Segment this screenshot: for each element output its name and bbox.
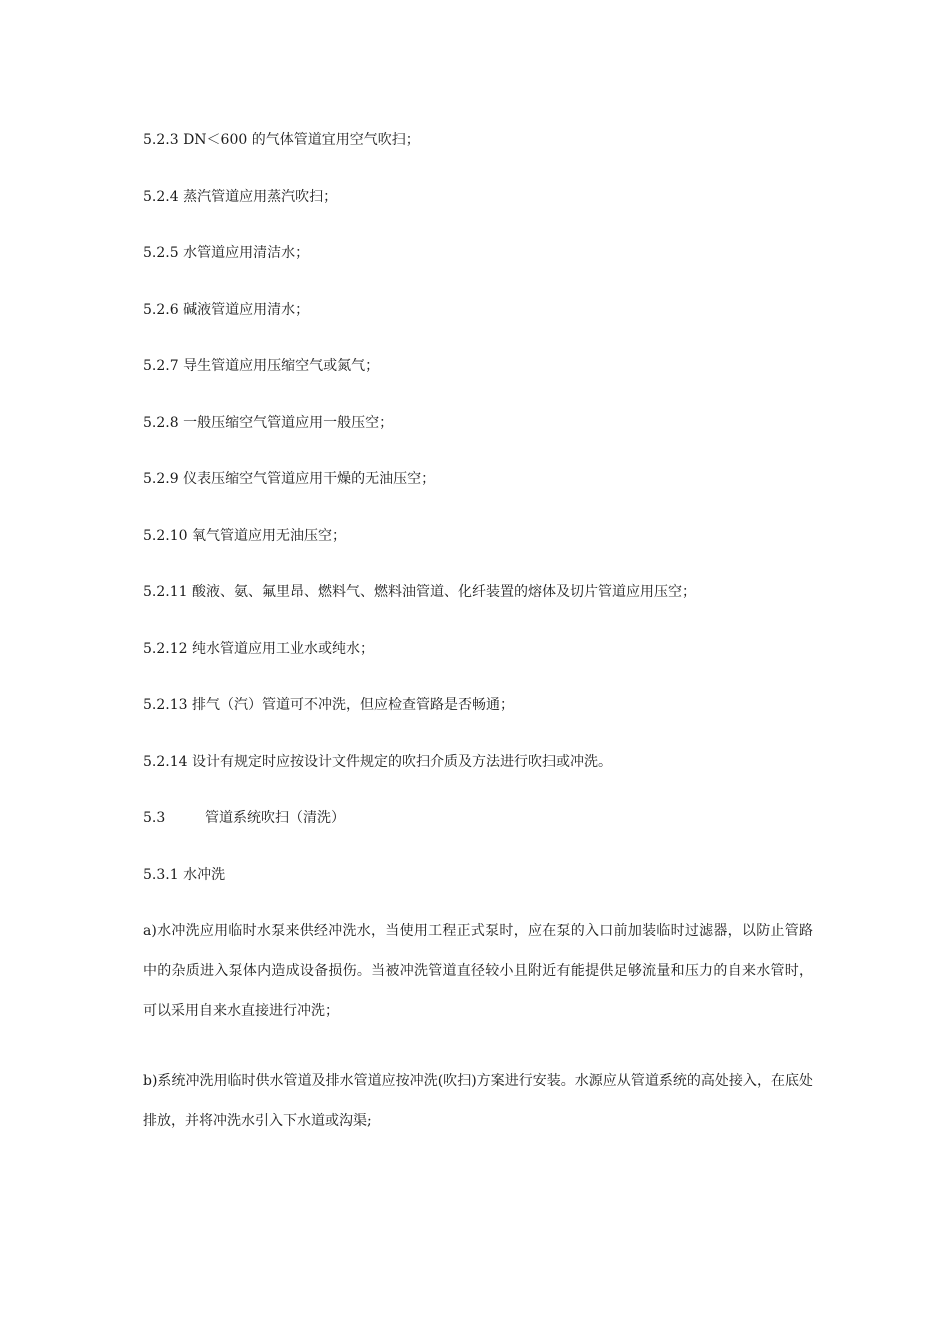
section-title: 管道系统吹扫（清洗）: [205, 810, 345, 826]
paragraph-b: b)系统冲洗用临时供水管道及排水管道应按冲洗(吹扫)方案进行安装。水源应从管道系统的高处接入，在底处排放，并将冲洗水引入下水道或沟渠;: [143, 1073, 813, 1129]
clause-5-2-14: 5.2.14 设计有规定时应按设计文件规定的吹扫介质及方法进行吹扫或冲洗。: [143, 754, 612, 770]
clause-5-2-10: 5.2.10 氧气管道应用无油压空；: [143, 528, 346, 544]
section-number: 5.3: [143, 810, 166, 826]
clause-5-2-4: 5.2.4 蒸汽管道应用蒸汽吹扫；: [143, 189, 338, 205]
paragraph-a: a)水冲洗应用临时水泵来供经冲洗水，当使用工程正式泵时，应在泵的入口前加装临时过滤器，以防止管路中的杂质进入泵体内造成设备损伤。当被冲洗管道直径较小且附近有能提供足够流量和压力的自来水管时，可以采用自来水直接进行冲洗；: [143, 923, 813, 1019]
clause-5-2-6: 5.2.6 碱液管道应用清水；: [143, 302, 310, 318]
clause-5-2-8: 5.2.8 一般压缩空气管道应用一般压空；: [143, 415, 394, 431]
clause-5-2-9: 5.2.9 仪表压缩空气管道应用干燥的无油压空；: [143, 471, 436, 487]
clause-5-2-11: 5.2.11 酸液、氨、氟里昂、燃料气、燃料油管道、化纤装置的熔体及切片管道应用压空；: [143, 584, 696, 600]
clause-5-2-7: 5.2.7 导生管道应用压缩空气或氮气；: [143, 358, 380, 374]
clause-5-2-5: 5.2.5 水管道应用清洁水；: [143, 245, 310, 261]
section-heading-5-3: [143, 808, 345, 828]
clause-5-2-12: 5.2.12 纯水管道应用工业水或纯水；: [143, 641, 374, 657]
clause-5-2-3: 5.2.3 DN＜600 的气体管道宜用空气吹扫；: [143, 132, 420, 148]
clause-5-2-13: 5.2.13 排气（汽）管道可不冲洗，但应检查管路是否畅通；: [143, 697, 514, 713]
subsection-heading-5-3-1: 5.3.1 水冲洗: [143, 867, 226, 883]
